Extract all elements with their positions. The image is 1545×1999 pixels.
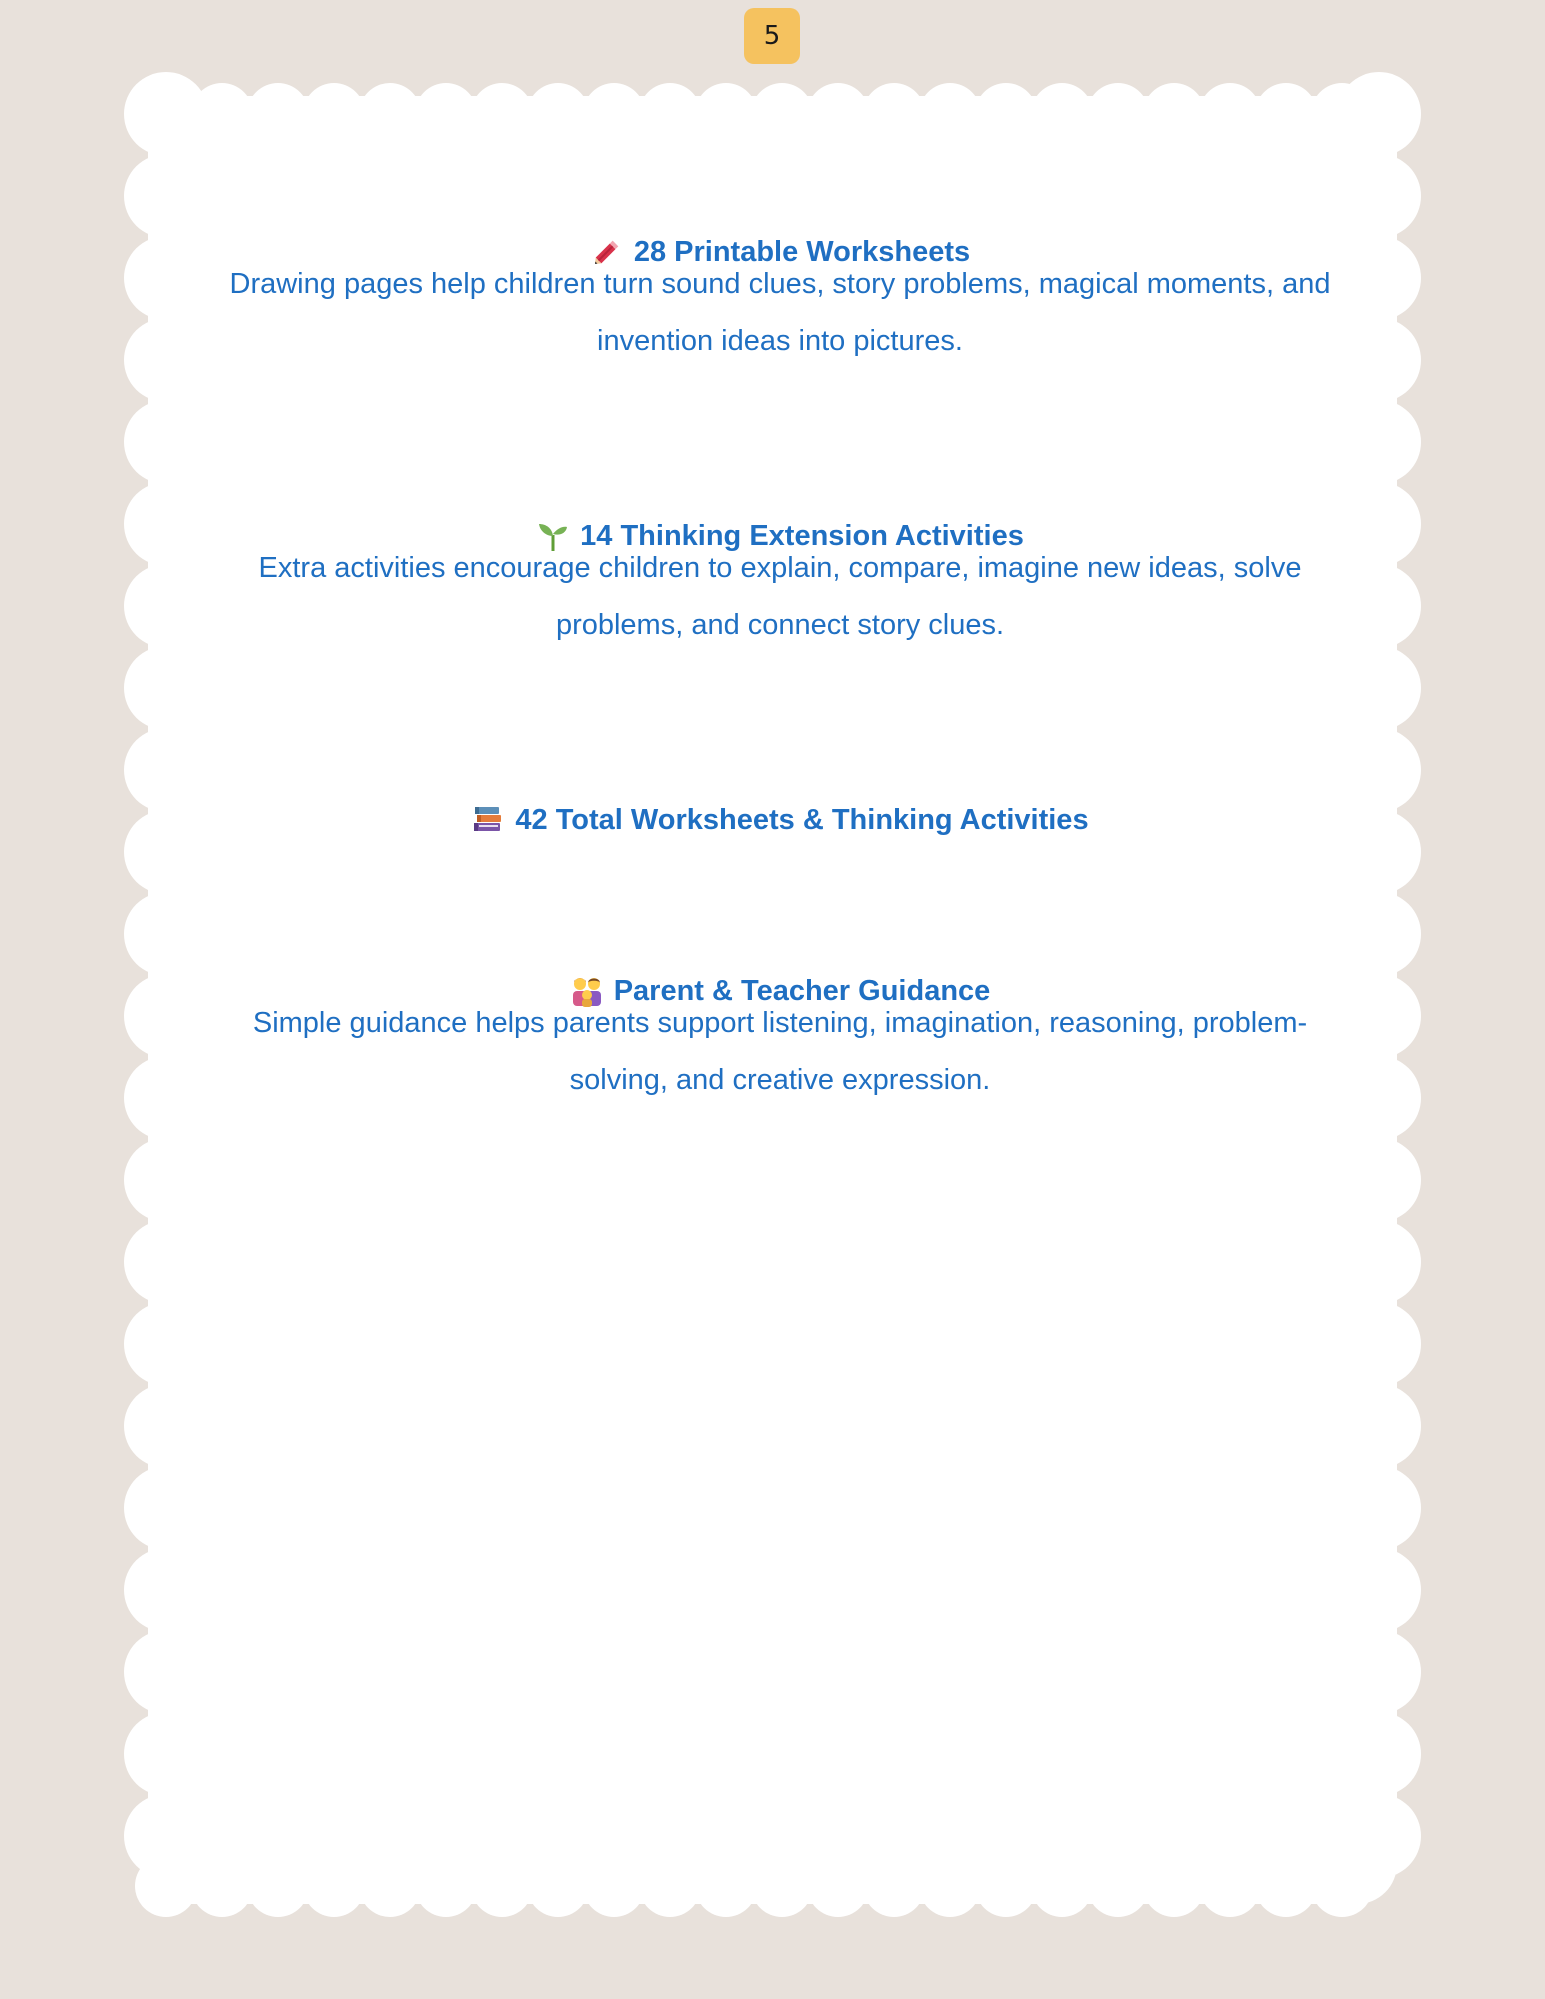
feature-section-guidance (215, 939, 1345, 1109)
feature-section-total (215, 768, 1345, 872)
feature-description: Simple guidance helps parents support listening, imagination, reasoning, problem-solving, and creative expression. (252, 1007, 1308, 1096)
books-icon (471, 803, 505, 837)
feature-heading (215, 768, 1345, 872)
feature-section-extensions (215, 484, 1345, 654)
feature-description: Drawing pages help children turn sound clues, story problems, magical moments, and invention ideas into pictures. (229, 268, 1331, 357)
feature-section-worksheets (215, 200, 1345, 370)
feature-title: 42 Total Worksheets & Thinking Activities (515, 803, 1089, 836)
feature-title: 14 Thinking Extension Activities (580, 519, 1024, 552)
page-number: 5 (763, 21, 781, 51)
feature-title: 28 Printable Worksheets (633, 235, 971, 268)
feature-description: Extra activities encourage children to explain, compare, imagine new ideas, solve problems, and connect story clues. (258, 552, 1302, 641)
feature-title: Parent & Teacher Guidance (613, 974, 991, 1007)
